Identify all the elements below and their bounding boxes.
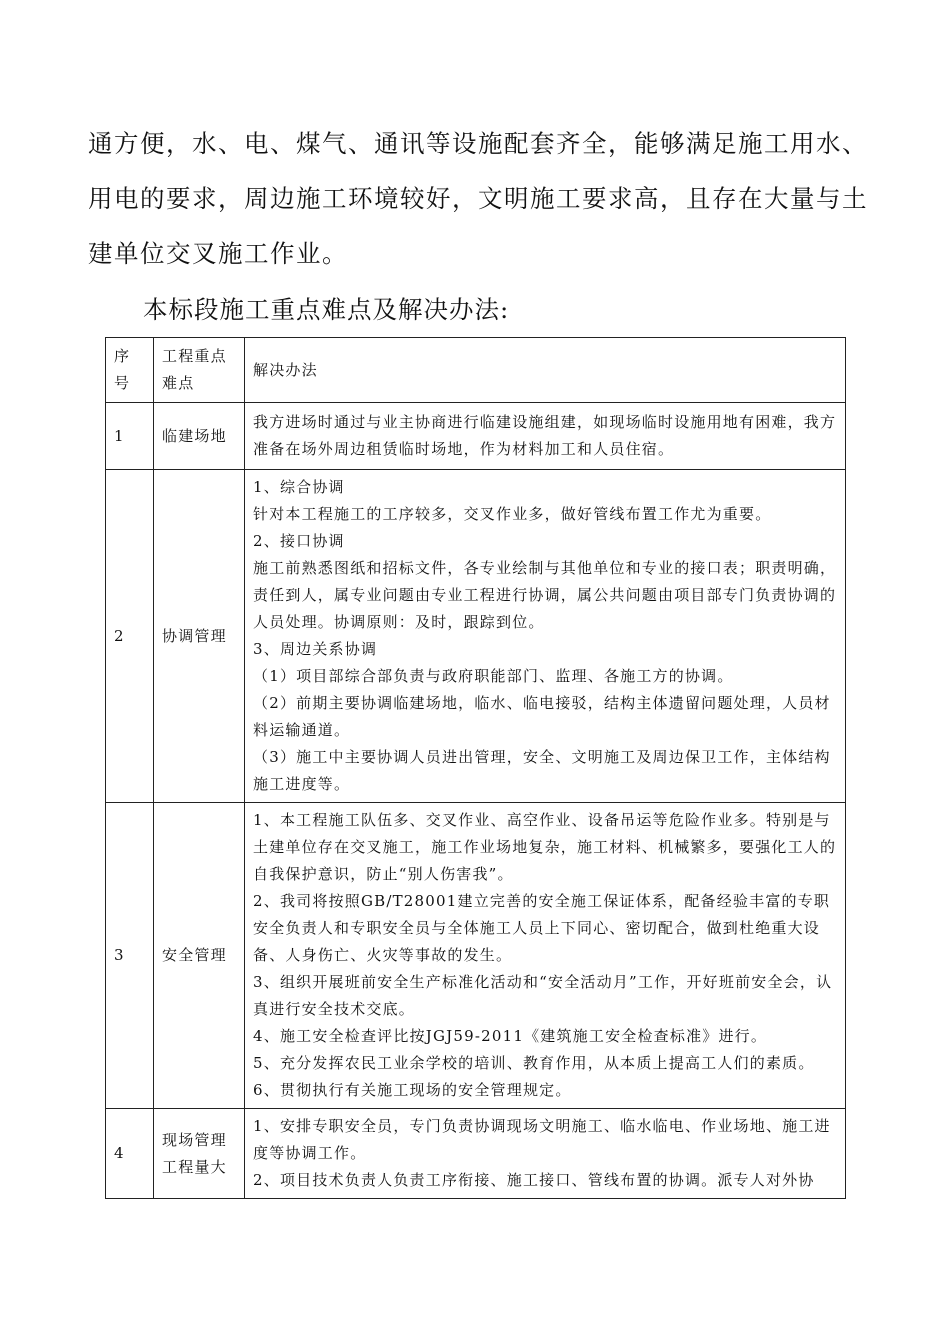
table-header-row bbox=[106, 338, 846, 403]
row-item: 协调管理 bbox=[154, 470, 245, 803]
solution-line: 4、施工安全检查评比按JGJ59-2011《建筑施工安全检查标准》进行。 bbox=[253, 1027, 768, 1045]
row-no: 2 bbox=[106, 470, 154, 803]
row-solution bbox=[245, 1109, 846, 1199]
table-row bbox=[106, 803, 846, 1109]
solution-line: 2、我司将按照GB/T28001建立完善的安全施工保证体系，配备经验丰富的专职安全负责人和专职安全员与全体施工人员上下同心、密切配合，做到杜绝重大设备、人身伤亡、火灾等事故的发生。 bbox=[253, 892, 831, 964]
solution-line: 2、项目技术负责人负责工序衔接、施工接口、管线布置的协调。派专人对外协 bbox=[253, 1171, 815, 1189]
solution-line: 针对本工程施工的工序较多，交叉作业多，做好管线布置工作尤为重要。 bbox=[253, 505, 772, 523]
solution-line: （1）项目部综合部负责与政府职能部门、监理、各施工方的协调。 bbox=[253, 667, 734, 685]
section-heading: 本标段施工重点难点及解决办法: bbox=[143, 295, 510, 324]
header-no: 序号 bbox=[106, 338, 154, 403]
table-row bbox=[106, 1109, 846, 1199]
solution-line: 1、本工程施工队伍多、交叉作业、高空作业、设备吊运等危险作业多。特别是与土建单位存在交叉施工，施工作业场地复杂，施工材料、机械繁多，要强化工人的自我保护意识，防止“别人伤害我”。 bbox=[253, 811, 837, 883]
solution-line: 6、贯彻执行有关施工现场的安全管理规定。 bbox=[253, 1081, 572, 1099]
row-solution bbox=[245, 803, 846, 1109]
row-no: 1 bbox=[106, 403, 154, 470]
solution-line: 2、接口协调 bbox=[253, 532, 345, 550]
table-row bbox=[106, 470, 846, 803]
row-item: 安全管理 bbox=[154, 803, 245, 1109]
row-item: 现场管理工程量大 bbox=[154, 1109, 245, 1199]
row-no: 4 bbox=[106, 1109, 154, 1199]
solution-line: 1、综合协调 bbox=[253, 478, 345, 496]
solution-line: 3、组织开展班前安全生产标准化活动和“安全活动月”工作，开好班前安全会，认真进行安全技术交底。 bbox=[253, 973, 833, 1018]
solution-line: 施工前熟悉图纸和招标文件，各专业绘制与其他单位和专业的接口表；职责明确，责任到人，属专业问题由专业工程进行协调，属公共问题由项目部专门负责协调的人员处理。协调原则：及时，跟踪到位。 bbox=[253, 559, 837, 631]
row-item: 临建场地 bbox=[154, 403, 245, 470]
solution-line: （3）施工中主要协调人员进出管理，安全、文明施工及周边保卫工作，主体结构施工进度等。 bbox=[253, 748, 831, 793]
header-solution: 解决办法 bbox=[245, 338, 846, 403]
row-no: 3 bbox=[106, 803, 154, 1109]
solution-line: 1、安排专职安全员，专门负责协调现场文明施工、临水临电、作业场地、施工进度等协调工作。 bbox=[253, 1117, 831, 1162]
solution-line: 3、周边关系协调 bbox=[253, 640, 378, 658]
table-row bbox=[106, 403, 846, 470]
row-solution bbox=[245, 403, 846, 470]
solution-line: 我方进场时通过与业主协商进行临建设施组建，如现场临时设施用地有困难，我方准备在场外周边租赁临时场地，作为材料加工和人员住宿。 bbox=[253, 413, 837, 458]
header-item: 工程重点难点 bbox=[154, 338, 245, 403]
solution-line: （2）前期主要协调临建场地，临水、临电接驳，结构主体遗留问题处理，人员材料运输通道。 bbox=[253, 694, 831, 739]
difficulty-solution-table bbox=[105, 337, 846, 1199]
row-solution bbox=[245, 470, 846, 803]
solution-line: 5、充分发挥农民工业余学校的培训、教育作用，从本质上提高工人们的素质。 bbox=[253, 1054, 815, 1072]
intro-paragraph: 通方便，水、电、煤气、通讯等设施配套齐全，能够满足施工用水、用电的要求，周边施工环境较好，文明施工要求高，且存在大量与土建单位交叉施工作业。 bbox=[88, 129, 868, 268]
